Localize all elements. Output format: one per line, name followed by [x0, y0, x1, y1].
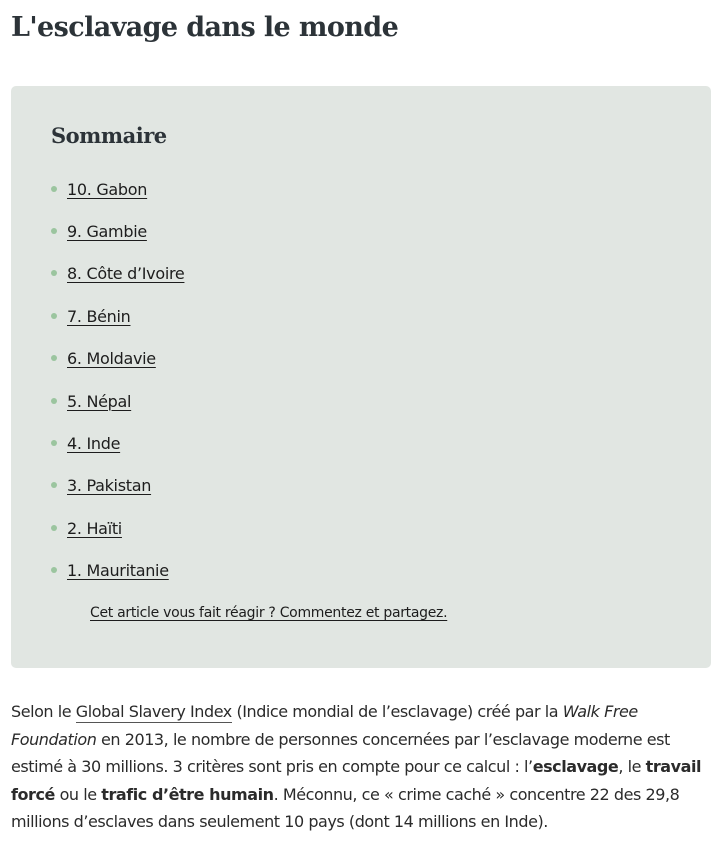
- emphasis-esclavage: esclavage: [532, 757, 619, 776]
- intro-text: Selon le: [11, 702, 76, 721]
- bullet-icon: [51, 525, 57, 531]
- emphasis-trafic: trafic d’être humain: [101, 784, 274, 804]
- page-title: L'esclavage dans le monde: [11, 12, 399, 43]
- bullet-icon: [51, 270, 57, 276]
- toc-item-benin: [51, 304, 131, 328]
- emphasis-travail-force: travail forcé: [11, 757, 702, 804]
- intro-text: ou le: [54, 784, 102, 804]
- intro-text: , le: [618, 757, 646, 776]
- intro-text: . Méconnu, ce « crime caché » concentre 22 des 29,8 millions d’esclaves dans seulement 10 pays (dont 14 millions en Inde).: [11, 784, 680, 831]
- walk-free-foundation-text: Walk Free Foundation: [11, 702, 638, 749]
- toc-item-nepal: [51, 389, 131, 413]
- bullet-icon: [51, 440, 57, 446]
- comment-share-link[interactable]: Cet article vous fait réagir ? Commentez et partagez.: [90, 605, 448, 621]
- global-slavery-index-link[interactable]: Global Slavery Index: [75, 702, 232, 721]
- bullet-icon: [51, 228, 57, 234]
- toc-link-benin[interactable]: 7. Bénin: [67, 306, 131, 326]
- toc-item-inde: [51, 431, 120, 455]
- toc-item-haiti: [51, 516, 122, 540]
- toc-heading: Sommaire: [51, 123, 167, 148]
- table-of-contents: [11, 86, 711, 668]
- toc-link-haiti[interactable]: 2. Haïti: [67, 518, 122, 538]
- toc-link-nepal[interactable]: 5. Népal: [67, 391, 132, 411]
- toc-item-gabon: [51, 177, 147, 201]
- toc-link-moldavie[interactable]: 6. Moldavie: [67, 348, 156, 368]
- toc-link-cote-divoire[interactable]: 8. Côte d’Ivoire: [67, 263, 185, 283]
- toc-item-gambie: [51, 219, 147, 243]
- bullet-icon: [51, 313, 57, 319]
- bullet-icon: [51, 398, 57, 404]
- toc-link-mauritanie[interactable]: 1. Mauritanie: [67, 560, 169, 580]
- toc-item-mauritanie: [51, 558, 169, 582]
- toc-item-pakistan: [51, 473, 151, 497]
- toc-item-moldavie: [51, 346, 156, 370]
- toc-item-cote-divoire: [51, 261, 184, 285]
- bullet-icon: [51, 186, 57, 192]
- toc-link-pakistan[interactable]: 3. Pakistan: [67, 475, 152, 495]
- intro-paragraph: [11, 698, 715, 836]
- toc-link-gabon[interactable]: 10. Gabon: [67, 179, 148, 199]
- toc-link-inde[interactable]: 4. Inde: [67, 433, 121, 453]
- bullet-icon: [51, 567, 57, 573]
- toc-link-gambie[interactable]: 9. Gambie: [67, 221, 147, 241]
- bullet-icon: [51, 482, 57, 488]
- intro-text: (Indice mondial de l’esclavage) créé par la: [231, 702, 563, 721]
- intro-text: en 2013, le nombre de personnes concernées par l’esclavage moderne est estimé à 30 millions. 3 critères sont pris en compte pour ce calcul : l’: [11, 729, 670, 776]
- bullet-icon: [51, 355, 57, 361]
